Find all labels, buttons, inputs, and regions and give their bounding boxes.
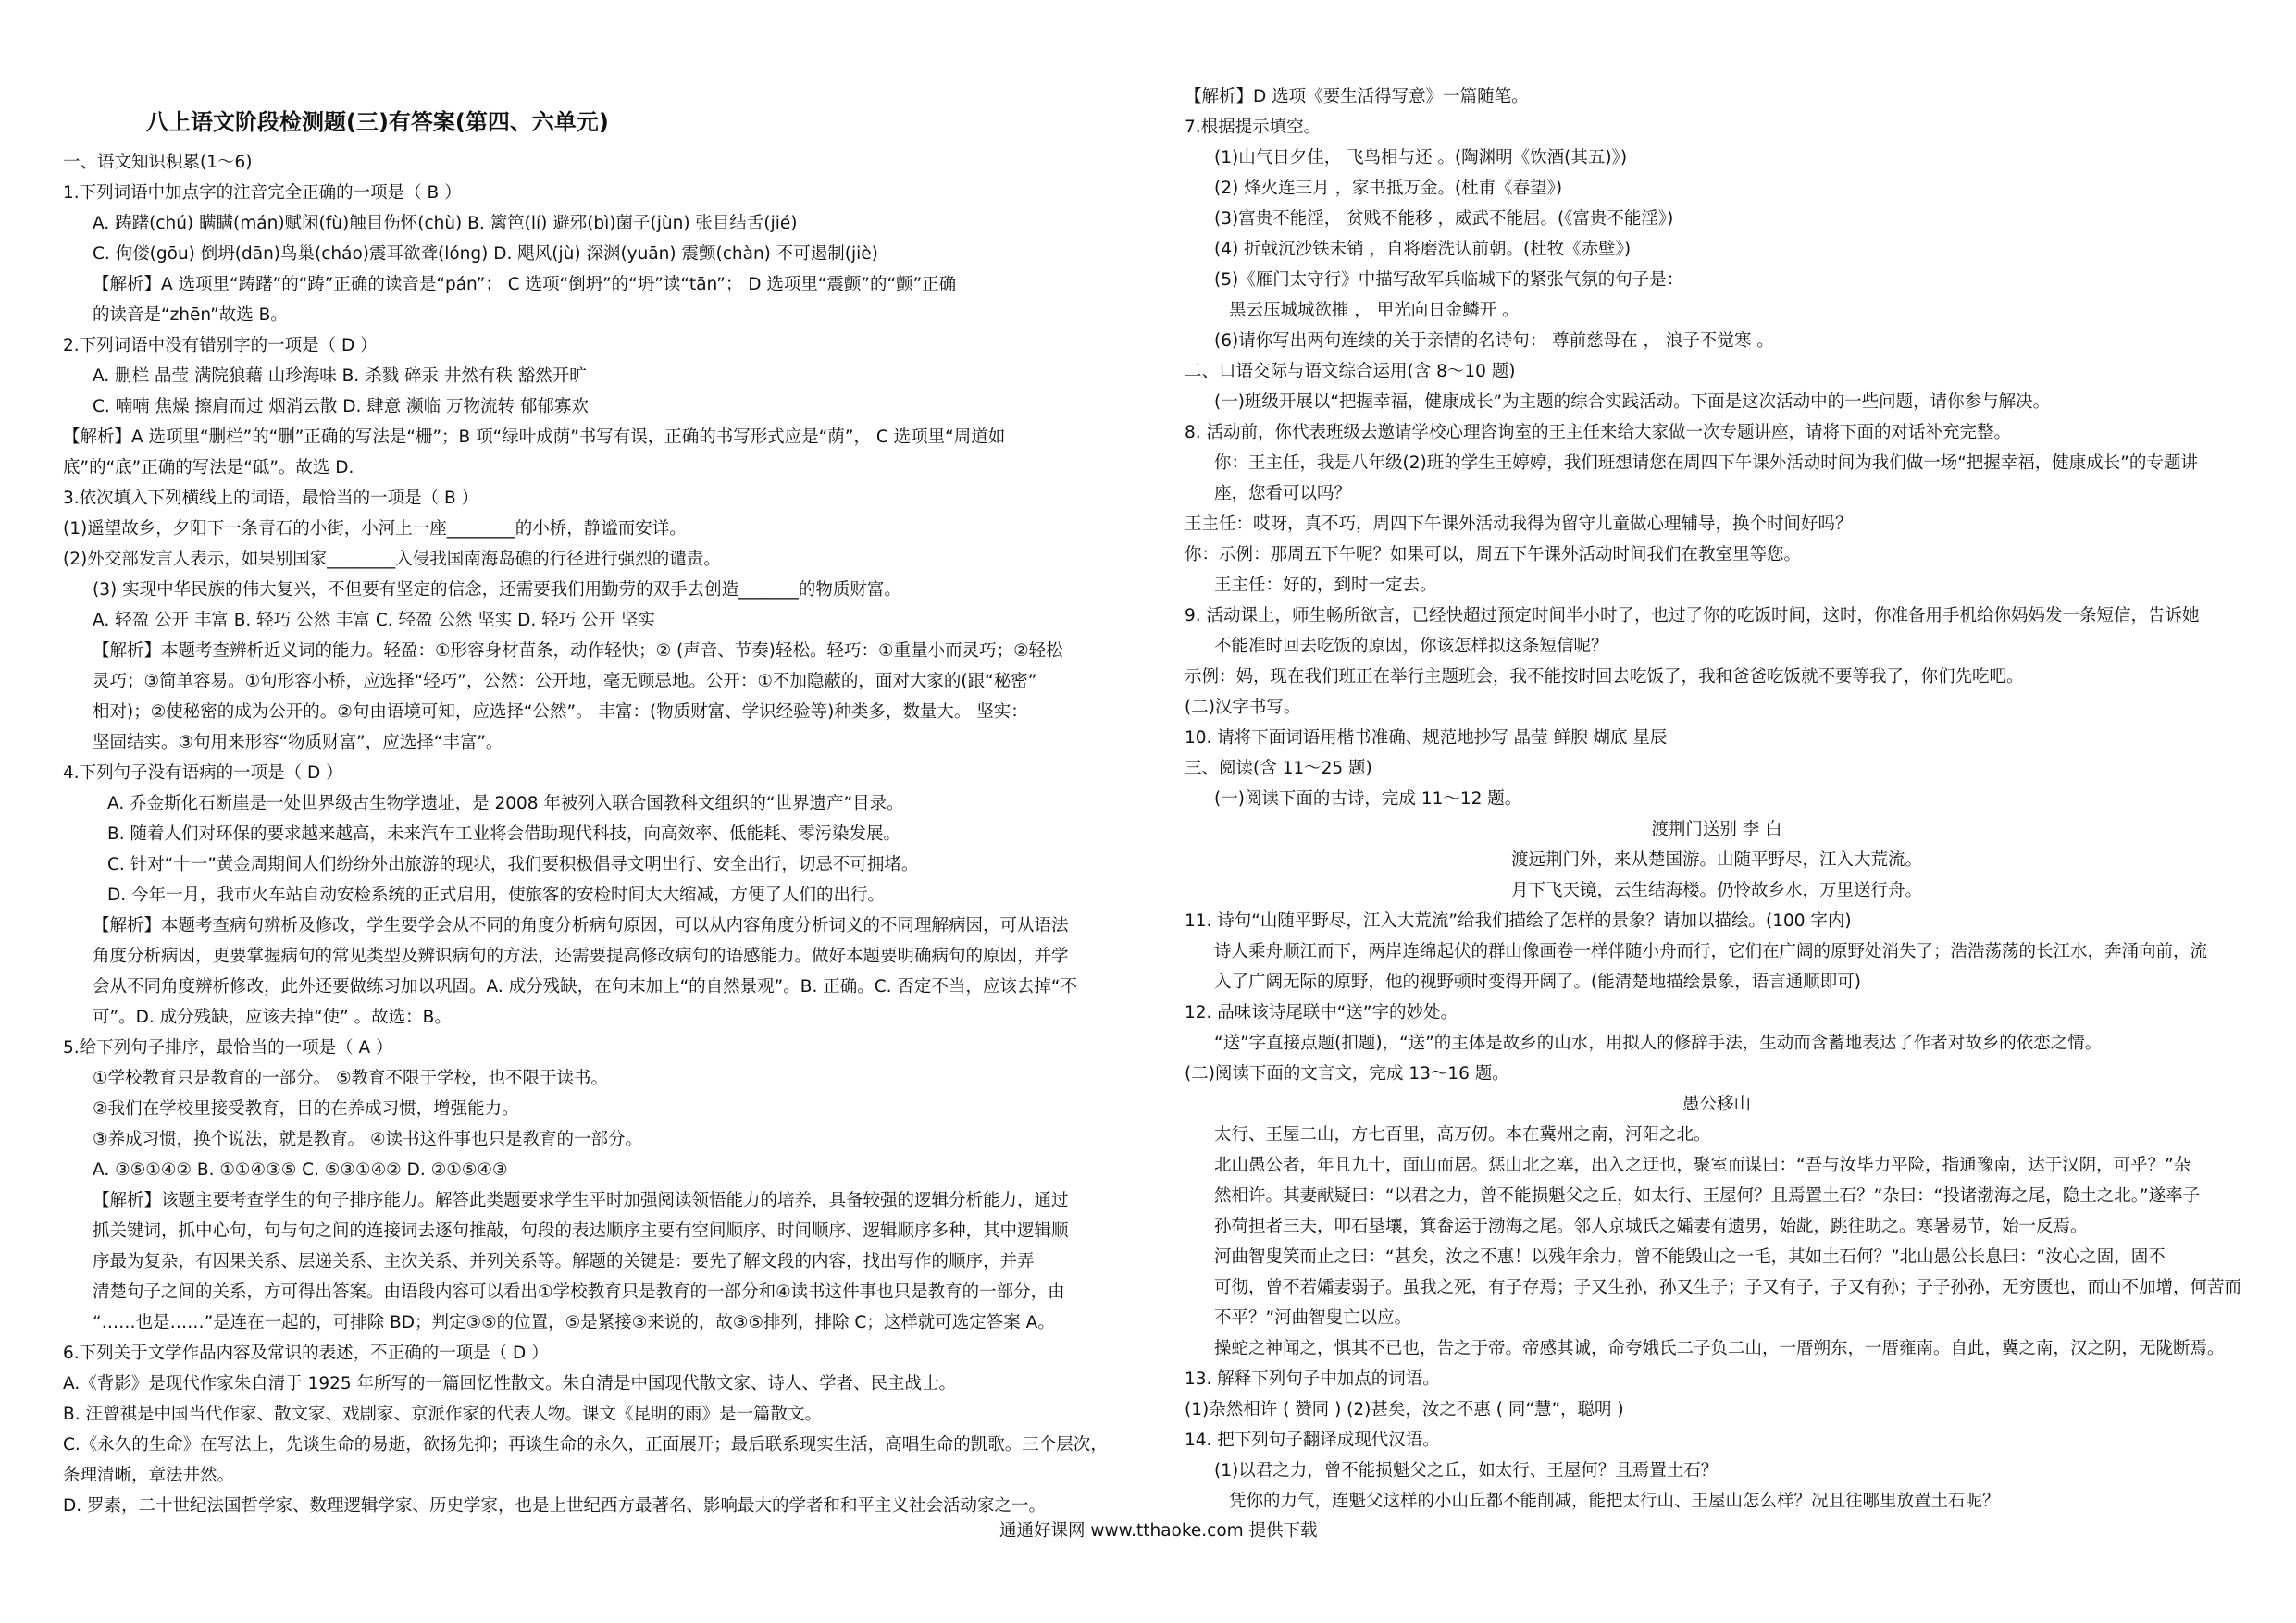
text-line: 北山愚公者，年且九十，面山而居。惩山北之塞，出入之迂也，聚室而谋曰：“吾与汝毕力平险，指通豫南，达于汉阴，可乎？”杂 [1214, 1156, 2191, 1175]
text-line: 月下飞天镜，云生结海楼。仍怜故乡水，万里送行舟。 [1510, 881, 1922, 900]
left-column [63, 83, 1127, 1521]
document-title: 八上语文阶段检测题(三)有答案(第四、六单元) [146, 109, 609, 135]
text-line: B. 汪曾祺是中国当代作家、散文家、戏剧家、京派作家的代表人物。课文《昆明的雨》是一篇散文。 [63, 1405, 822, 1424]
text-line: 6.下列关于文学作品内容及常识的表述，不正确的一项是（ D ） [63, 1344, 549, 1363]
text-line: 河曲智叟笑而止之曰：“甚矣，汝之不惠！以残年余力，曾不能毁山之一毛，其如土石何？”北山愚公长息曰：“汝心之固，固不 [1214, 1247, 2166, 1267]
text-line: 14. 把下列句子翻译成现代汉语。 [1185, 1431, 1440, 1450]
text-line: (6)请你写出两句连续的关于亲情的名诗句： 尊前慈母在 ， 浪子不觉寒 。 [1214, 331, 1774, 351]
text-line: (3)富贵不能淫， 贫贱不能移 ，威武不能屈。(《富贵不能淫》) [1214, 209, 1674, 229]
text-line: 【解析】D 选项《要生活得写意》一篇随笔。 [1185, 87, 1529, 106]
text-line: 太行、王屋二山，方七百里，高万仞。本在冀州之南，河阳之北。 [1214, 1125, 1711, 1145]
text-line: 相对)；②使秘密的成为公开的。②句由语境可知，应选择“公然”。 丰富：(物质财富、学识经验等)种类多，数量大。 坚实： [93, 702, 1028, 722]
text-line: 8. 活动前，你代表班级去邀请学校心理咨询室的王主任来给大家做一次专题讲座，请将下面的对话补充完整。 [1185, 423, 2012, 442]
text-line: 愚公移山 [1682, 1095, 1751, 1114]
text-line: ③养成习惯，换个说法，就是教育。 ④读书这件事也只是教育的一部分。 [93, 1130, 643, 1149]
right-text-body [1185, 81, 2249, 1517]
text-line: 可彻，曾不若孀妻弱子。虽我之死，有子存焉；子又生孙，孙又生子；子又有子，子又有孙；子子孙孙，无穷匮也，而山不加增，何苦而 [1214, 1278, 2242, 1297]
text-line: 13. 解释下列句子中加点的词语。 [1185, 1369, 1440, 1389]
text-line: 二、口语交际与语文综合运用(含 8～10 题) [1185, 362, 1516, 381]
text-line: 渡荆门送别 李 白 [1651, 820, 1782, 839]
text-line: 【解析】A 选项里“删栏”的“删”正确的写法是“栅”；B 项“绿叶成荫”书写有误，正确的书写形式应是“荫”， C 选项里“周道如 [63, 427, 1006, 447]
text-line: C. 佝偻(gōu) 倒坍(dān)鸟巢(cháo)震耳欲聋(lóng) D. 飓风(jù) 深渊(yuān) 震颤(chàn) 不可遏制(jiè) [93, 244, 878, 264]
text-line: A.《背影》是现代作家朱自清于 1925 年所写的一篇回忆性散文。朱自清是中国现代散文家、诗人、学者、民主战士。 [63, 1374, 957, 1394]
text-line: A. 删栏 晶莹 满院狼藉 山珍海味 B. 杀戮 碎汞 井然有秩 豁然开旷 [93, 366, 587, 386]
text-line: (1)遥望故乡，夕阳下一条青石的小街，小河上一座________的小桥，静谧而安详。 [63, 519, 687, 539]
text-line: 渡远荆门外，来从楚国游。山随平野尽，江入大荒流。 [1510, 850, 1922, 870]
text-line: 12. 品味该诗尾联中“送”字的妙处。 [1185, 1003, 1458, 1022]
text-line: 可”。D. 成分残缺，应该去掉“使” 。故选：B。 [93, 1008, 452, 1027]
text-line: 然相许。其妻献疑曰：“以君之力，曾不能损魁父之丘，如太行、王屋何？且焉置土石？”杂曰：“投诸渤海之尾，隐土之北。”遂率子 [1214, 1186, 2201, 1206]
text-line: “送”字直接点题(扣题)，“送”的主体是故乡的山水，用拟人的修辞手法，生动而含蓄地表达了作者对故乡的依恋之情。 [1214, 1034, 2103, 1053]
text-line: 你：示例：那周五下午呢？如果可以，周五下午课外活动时间我们在教室里等您。 [1185, 545, 1802, 564]
text-line: A. 乔金斯化石断崖是一处世界级古生物学遗址，是 2008 年被列入联合国教科文组织的“世界遗产”目录。 [107, 794, 904, 813]
text-line: 10. 请将下面词语用楷书准确、规范地抄写 晶莹 鲜腴 煳底 星辰 [1185, 728, 1668, 748]
text-line: 坚固结实。③句用来形容“物质财富”，应选择“丰富”。 [93, 733, 503, 752]
text-line: 1.下列词语中加点字的注音完全正确的一项是（ B ） [63, 183, 462, 203]
page-footer: 通通好课网 www.tthaoke.com 提供下载 [999, 1521, 1318, 1541]
text-line: D. 罗素，二十世纪法国哲学家、数理逻辑学家、历史学家，也是上世纪西方最著名、影响最大的学者和和平主义社会活动家之一。 [63, 1496, 1047, 1516]
text-line: 3.依次填入下列横线上的词语，最恰当的一项是（ B ） [63, 489, 479, 508]
text-line: 5.给下列句子排序，最恰当的一项是（ A ） [63, 1038, 393, 1058]
text-line: 9. 活动课上，师生畅所欲言，已经快超过预定时间半小时了，也过了你的吃饭时间，这时，你准备用手机给你妈妈发一条短信，告诉她 [1185, 606, 2200, 626]
text-line: 7.根据提示填空。 [1185, 118, 1322, 137]
text-line: (一)阅读下面的古诗，完成 11～12 题。 [1214, 789, 1522, 809]
text-line: 清楚句子之间的关系，方可得出答案。由语段内容可以看出①学校教育只是教育的一部分和④读书这件事也只是教育的一部分，由 [93, 1282, 1065, 1302]
text-line: 不能准时回去吃饭的原因，你该怎样拟这条短信呢？ [1214, 637, 1608, 656]
text-line: (5)《雁门太守行》中描写敌军兵临城下的紧张气氛的句子是： [1214, 270, 1684, 290]
text-line: (2)外交部发言人表示，如果别国家________入侵我国南海岛礁的行径进行强烈的谴责。 [63, 550, 721, 569]
text-line: 条理清晰，章法井然。 [63, 1466, 235, 1485]
text-line: 你：王主任，我是八年级(2)班的学生王婷婷，我们班想请您在周四下午课外活动时间为我们做一场“把握幸福，健康成长”的专题讲 [1214, 453, 2198, 473]
text-line: 入了广阔无际的原野，他的视野顿时变得开阔了。(能清楚地描绘景象，语言通顺即可) [1214, 973, 1861, 992]
text-line: 会从不同角度辨析修改，此外还要做练习加以巩固。A. 成分残缺，在句末加上“的自然景观”。B. 正确。C. 否定不当，应该去掉“不 [93, 977, 1077, 997]
text-line: 王主任：哎呀，真不巧，周四下午课外活动我得为留守儿童做心理辅导，换个时间好吗？ [1185, 514, 1853, 534]
text-line: (一)班级开展以“把握幸福，健康成长”为主题的综合实践活动。下面是这次活动中的一些问题，请你参与解决。 [1214, 392, 2051, 412]
text-line: (2) 烽火连三月 ，家书抵万金。(杜甫《春望》) [1214, 179, 1563, 198]
text-line: 不平？”河曲智叟亡以应。 [1214, 1308, 1412, 1328]
text-line: 三、阅读(含 11～25 题) [1185, 759, 1372, 778]
text-line: (二)汉字书写。 [1185, 698, 1301, 717]
text-line: 角度分析病因，更要掌握病句的常见类型及辨识病句的方法，还需要提高修改病句的语感能力。做好本题要明确病句的原因，并学 [93, 947, 1069, 966]
text-line: (1)以君之力，曾不能损魁父之丘，如太行、王屋何？且焉置土石？ [1214, 1461, 1719, 1481]
text-line: 孙荷担者三夫，叩石垦壤，箕畚运于渤海之尾。邻人京城氏之孀妻有遗男，始龀，跳往助之。寒暑易节，始一反焉。 [1214, 1217, 2088, 1236]
left-text-body [63, 147, 1127, 1521]
text-line: D. 今年一月，我市火车站自动安检系统的正式启用，使旅客的安检时间大大缩减，方便了人们的出行。 [107, 886, 886, 905]
text-line: 座，您看可以吗？ [1214, 484, 1352, 503]
right-column [1185, 81, 2249, 1517]
text-line: 操蛇之神闻之，惧其不已也，告之于帝。帝感其诚，命夸娥氏二子负二山，一厝朔东，一厝雍南。自此，冀之南，汉之阴，无陇断焉。 [1214, 1339, 2225, 1358]
text-line: 灵巧；③简单容易。①句形容小桥，应选择“轻巧”，公然：公开地，毫无顾忌地。公开：①不加隐蔽的，面对大家的(跟“秘密” [93, 672, 1037, 691]
text-line: 底”的“底”正确的写法是“砥”。故选 D. [63, 458, 354, 477]
text-line: B. 随着人们对环保的要求越来越高，未来汽车工业将会借助现代科技，向高效率、低能耗、零污染发展。 [107, 824, 900, 844]
text-line: 4.下列句子没有语病的一项是（ D ） [63, 763, 343, 783]
text-line: 诗人乘舟顺江而下，两岸连绵起伏的群山像画卷一样伴随小舟而行，它们在广阔的原野处消失了；浩浩荡荡的长江水，奔涌向前，流 [1214, 942, 2208, 961]
text-line: 抓关键词，抓中心句，句与句之间的连接词去逐句推敲，句段的表达顺序主要有空间顺序、时间顺序、逻辑顺序多种，其中逻辑顺 [93, 1221, 1069, 1241]
text-line: 一、语文知识积累(1～6) [63, 153, 253, 172]
text-line: 【解析】该题主要考查学生的句子排序能力。解答此类题要求学生平时加强阅读领悟能力的培养，具备较强的逻辑分析能力，通过 [93, 1191, 1069, 1210]
text-line: 【解析】本题考查辨析近义词的能力。轻盈：①形容身材苗条，动作轻快；② (声音、节奏)轻松。轻巧：①重量小而灵巧；②轻松 [93, 641, 1063, 661]
text-line: 的读音是“zhēn”故选 B。 [93, 305, 288, 325]
text-line: 示例：妈，现在我们班正在举行主题班会，我不能按时回去吃饭了，我和爸爸吃饭就不要等我了，你们先吃吧。 [1185, 667, 2024, 687]
text-line: (4) 折戟沉沙铁未销 ，自将磨洗认前朝。(杜牧《赤壁》) [1214, 240, 1632, 259]
text-line: A. 踌躇(chú) 瞒瞒(mán)赋闲(fù)触目伤怀(chù) B. 篱笆(lí) 避邪(bì)菌子(jùn) 张目结舌(jié) [93, 214, 798, 233]
text-line: C. 针对“十一”黄金周期间人们纷纷外出旅游的现状，我们要积极倡导文明出行、安全出行，切忌不可拥堵。 [107, 855, 919, 874]
text-line: ②我们在学校里接受教育，目的在养成习惯，增强能力。 [93, 1099, 519, 1119]
text-line: A. 轻盈 公开 丰富 B. 轻巧 公然 丰富 C. 轻盈 公然 坚实 D. 轻巧 公开 坚实 [93, 611, 655, 630]
text-line: (二)阅读下面的文言文，完成 13～16 题。 [1185, 1064, 1509, 1084]
text-line: 11. 诗句“山随平野尽，江入大荒流”给我们描绘了怎样的景象？请加以描绘。(100 字内) [1185, 911, 1852, 931]
text-line: ①学校教育只是教育的一部分。 ⑤教育不限于学校，也不限于读书。 [93, 1069, 609, 1088]
text-line: C.《永久的生命》在写法上，先谈生命的易逝，欲扬先抑；再谈生命的永久，正面展开；最后联系现实生活，高唱生命的凯歌。三个层次， [63, 1435, 1108, 1455]
text-line: 【解析】本题考查病句辨析及修改，学生要学会从不同的角度分析病句原因，可以从内容角度分析词义的不同理解病因，可从语法 [93, 916, 1069, 935]
text-line: 2.下列词语中没有错别字的一项是（ D ） [63, 336, 378, 355]
text-line: 凭你的力气，连魁父这样的小山丘都不能削减，能把太行山、王屋山怎么样？况且往哪里放置土石呢？ [1229, 1492, 2000, 1511]
text-line: 【解析】A 选项里“踌躇”的“踌”正确的读音是“pán”； C 选项“倒坍”的“坍”读“tān”； D 选项里“震颤”的“颤”正确 [93, 275, 957, 294]
text-line: 王主任：好的，到时一定去。 [1214, 576, 1437, 595]
text-line: 序最为复杂，有因果关系、层递关系、主次关系、并列关系等。解题的关键是：要先了解文段的内容，找出写作的顺序，并弄 [93, 1252, 1035, 1271]
text-line: “……也是……”是连在一起的，可排除 BD；判定③⑤的位置，⑤是紧接③来说的，故③⑤排列，排除 C；这样就可选定答案 A。 [93, 1313, 1055, 1332]
text-line: 黑云压城城欲摧 ， 甲光向日金鳞开 。 [1229, 301, 1520, 320]
text-line: C. 喃喃 焦燥 擦肩而过 烟消云散 D. 肆意 濒临 万物流转 郁郁寡欢 [93, 397, 589, 416]
text-line: (3) 实现中华民族的伟大复兴，不但要有坚定的信念，还需要我们用勤劳的双手去创造_______的物质财富。 [93, 580, 901, 600]
text-line: (1)山气日夕佳， 飞鸟相与还 。(陶渊明《饮酒(其五)》) [1214, 148, 1628, 167]
text-line: A. ③⑤①④② B. ①①④③⑤ C. ⑤③①④② D. ②①⑤④③ [93, 1160, 508, 1180]
text-line: (1)杂然相许 ( 赞同 ) (2)甚矣，汝之不惠 ( 同“慧”，聪明 ) [1185, 1400, 1624, 1419]
